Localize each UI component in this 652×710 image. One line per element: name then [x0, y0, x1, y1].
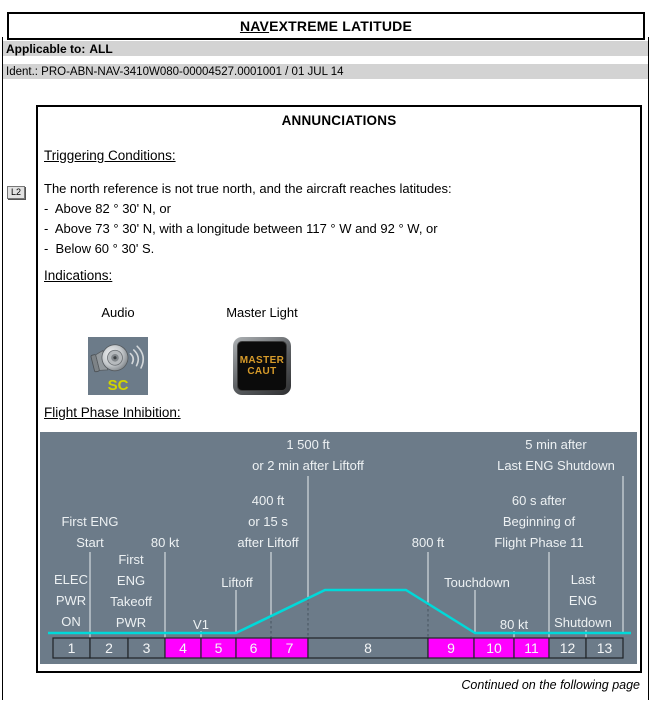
- label-400ft: or 15 s: [248, 514, 288, 529]
- label-last-eng-shutdown: Shutdown: [554, 615, 612, 630]
- triggering-conditions-heading: Triggering Conditions:: [44, 148, 176, 163]
- section-heading: ANNUNCIATIONS: [281, 113, 397, 128]
- label-400ft: 400 ft: [251, 493, 285, 508]
- label-first-eng-takeoff-pwr: PWR: [115, 615, 147, 630]
- label-800ft: 800 ft: [411, 535, 445, 550]
- label-elec-pwr-on: ELEC: [54, 572, 88, 587]
- list-item: - Above 73 ° 30' N, with a longitude between 117 ° W and 92 ° W, or: [44, 221, 438, 236]
- label-400ft: after Liftoff: [237, 535, 299, 550]
- revision-tag-l2: L2: [7, 186, 25, 199]
- master-caution-text: CAUT: [247, 366, 277, 377]
- ident-text: Ident.: PRO-ABN-NAV-3410W080-00004527.0001001 / 01 JUL 14: [6, 65, 344, 78]
- annunciations-box: [36, 105, 642, 673]
- phase-number: 6: [249, 640, 258, 656]
- continued-note: Continued on the following page: [461, 678, 640, 692]
- phase-number: 11: [524, 640, 539, 656]
- label-liftoff: Liftoff: [221, 575, 253, 590]
- audio-indication: [88, 337, 148, 395]
- label-first-eng-takeoff-pwr: Takeoff: [110, 594, 152, 609]
- title-system: NAV: [239, 18, 270, 34]
- applicable-label: Applicable to:: [6, 41, 86, 56]
- applicable-value: ALL: [89, 41, 113, 56]
- speaker-icon: [88, 337, 148, 395]
- audio-sc-text: SC: [107, 377, 129, 394]
- page-title: [7, 12, 645, 40]
- label-v1: V1: [193, 617, 209, 632]
- master-caution-face: [237, 341, 287, 391]
- label-first-eng-start: First ENG: [61, 514, 119, 529]
- flight-phase-diagram: [40, 432, 637, 664]
- label-60s-after: 60 s after: [511, 493, 567, 508]
- phase-number: 1: [67, 640, 76, 656]
- phase-number: 3: [142, 640, 151, 656]
- phase-number: 9: [447, 640, 455, 656]
- label-elec-pwr-on: ON: [61, 614, 81, 629]
- label-80kt-takeoff: 80 kt: [150, 535, 180, 550]
- label-1500ft: or 2 min after Liftoff: [252, 458, 364, 473]
- list-item: - Above 82 ° 30' N, or: [44, 201, 171, 216]
- label-elec-pwr-on: PWR: [55, 593, 87, 608]
- title-rest: EXTREME LATITUDE: [269, 18, 413, 34]
- phase-number: 5: [214, 640, 223, 656]
- ident-bar: [3, 64, 648, 79]
- label-5min-after: 5 min after: [525, 437, 587, 452]
- list-item: - Below 60 ° 30' S.: [44, 241, 155, 256]
- master-caution-text: MASTER: [239, 354, 285, 366]
- label-60s-after: Beginning of: [502, 514, 576, 529]
- label-touchdown: Touchdown: [444, 575, 510, 590]
- master-light-label: Master Light: [226, 305, 298, 320]
- indications-heading: Indications:: [44, 268, 113, 283]
- label-first-eng-start: Start: [76, 535, 104, 550]
- applicable-bar: [3, 41, 648, 56]
- label-5min-after: Last ENG Shutdown: [497, 458, 615, 473]
- triggering-intro: The north reference is not true north, and the aircraft reaches latitudes:: [44, 181, 452, 196]
- flight-phase-inhibition-heading: Flight Phase Inhibition:: [44, 405, 181, 420]
- label-last-eng-shutdown: ENG: [568, 593, 598, 608]
- label-first-eng-takeoff-pwr: ENG: [116, 573, 146, 588]
- master-caution-light: [233, 337, 291, 395]
- phase-number: 13: [596, 640, 613, 656]
- phase-number: 7: [285, 640, 294, 656]
- phase-number: 10: [486, 640, 502, 656]
- label-60s-after: Flight Phase 11: [494, 535, 584, 550]
- label-first-eng-takeoff-pwr: First: [118, 552, 144, 567]
- phase-number: 4: [179, 640, 187, 656]
- phase-number: 8: [364, 640, 372, 656]
- label-1500ft: 1 500 ft: [286, 437, 330, 452]
- label-last-eng-shutdown: Last: [570, 572, 596, 587]
- label-80kt-landing: 80 kt: [499, 617, 529, 632]
- audio-label: Audio: [101, 305, 135, 320]
- phase-number: 12: [559, 640, 576, 656]
- phase-number: 2: [105, 640, 113, 656]
- triggering-list: [44, 199, 438, 259]
